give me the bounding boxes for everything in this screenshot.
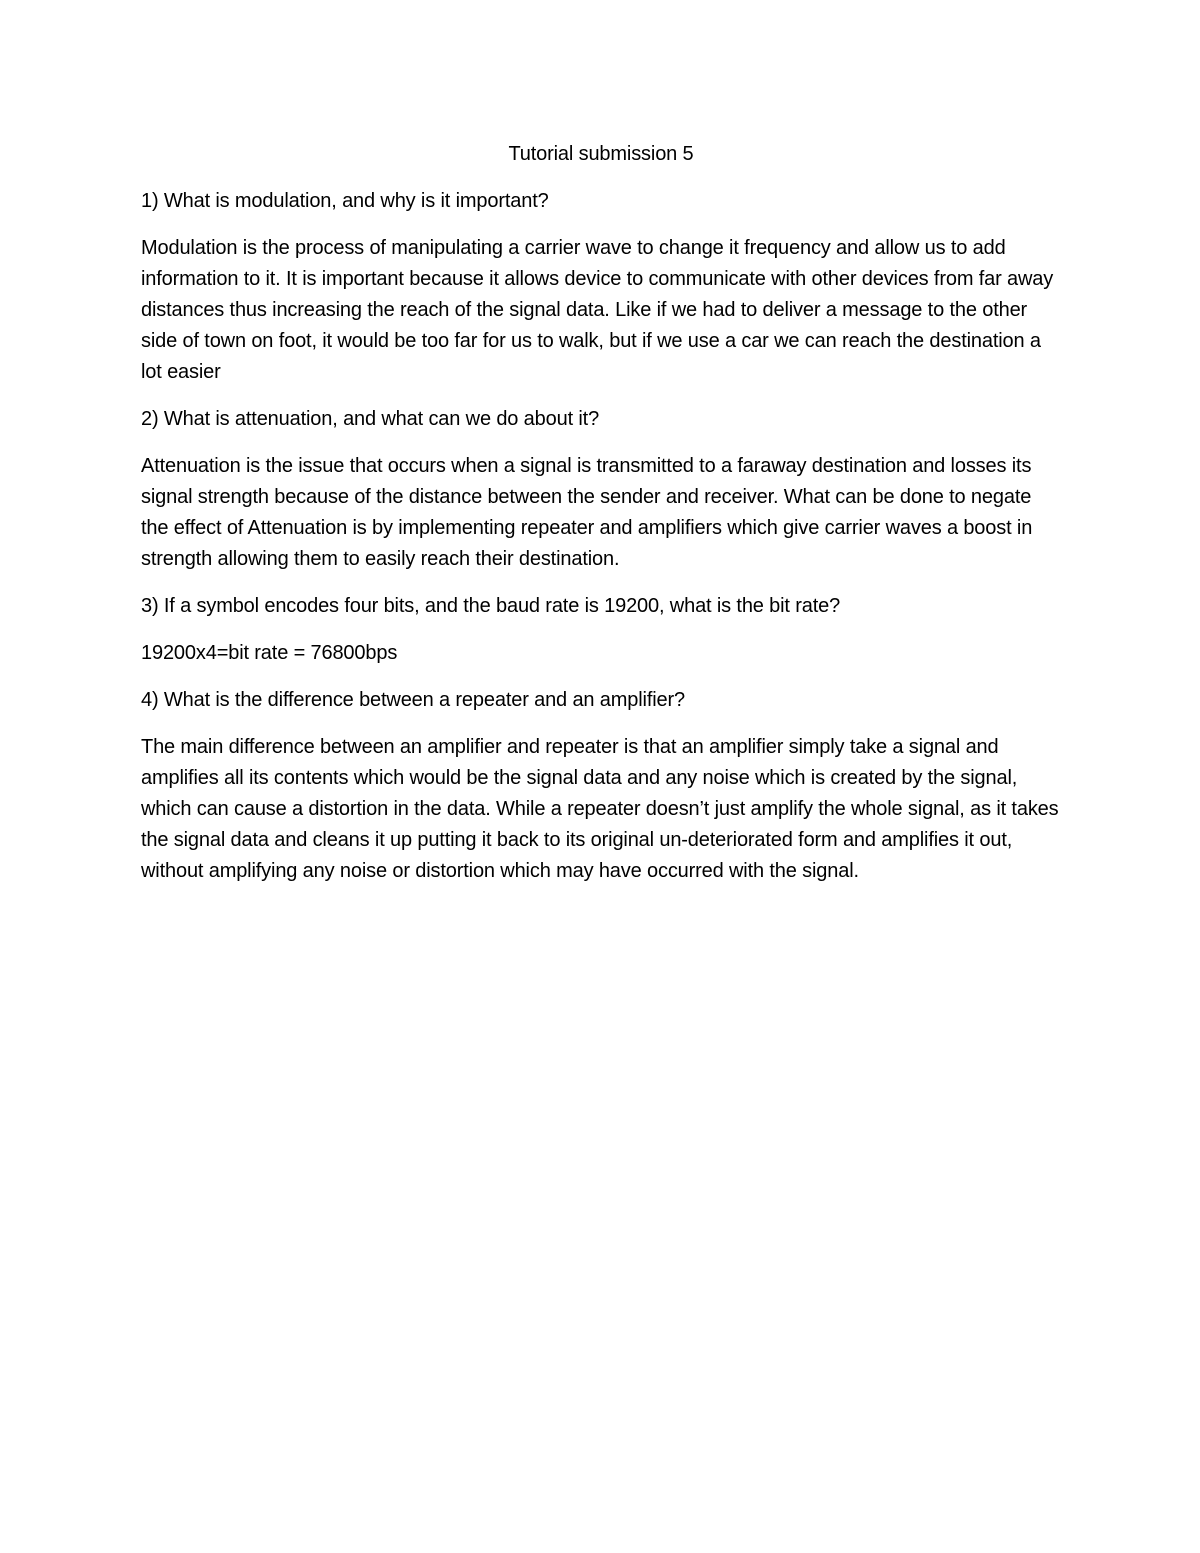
question-2: 2) What is attenuation, and what can we do about it? xyxy=(141,408,600,430)
answer-1: Modulation is the process of manipulating a carrier wave to change it frequency and allow us to add information to it. It is important because it allows device to communicate with other devices from far away distances thus increasing the reach of the signal data. Like if we had to deliver a message to the other side of town on foot, it would be too far for us to walk, but if we use a car we can reach the destination a lot easier xyxy=(141,237,1054,383)
answer-3: 19200x4=bit rate = 76800bps xyxy=(141,642,398,664)
document-title: Tutorial submission 5 xyxy=(508,143,694,165)
question-4: 4) What is the difference between a repeater and an amplifier? xyxy=(141,689,685,711)
question-1: 1) What is modulation, and why is it important? xyxy=(141,190,549,212)
answer-2: Attenuation is the issue that occurs when a signal is transmitted to a faraway destination and losses its signal strength because of the distance between the sender and receiver. What can be done to negate the effect of Attenuation is by implementing repeater and amplifiers which give carrier waves a boost in strength allowing them to easily reach their destination. xyxy=(141,455,1033,570)
answer-4: The main difference between an amplifier and repeater is that an amplifier simply take a signal and amplifies all its contents which would be the signal data and any noise which is created by the signal, which can cause a distortion in the data. While a repeater doesn’t just amplify the whole signal, as it takes the signal data and cleans it up putting it back to its original un-deteriorated form and amplifies it out, without amplifying any noise or distortion which may have occurred with the signal. xyxy=(141,736,1059,882)
document-body xyxy=(141,139,1061,903)
question-3: 3) If a symbol encodes four bits, and the baud rate is 19200, what is the bit rate? xyxy=(141,595,841,617)
